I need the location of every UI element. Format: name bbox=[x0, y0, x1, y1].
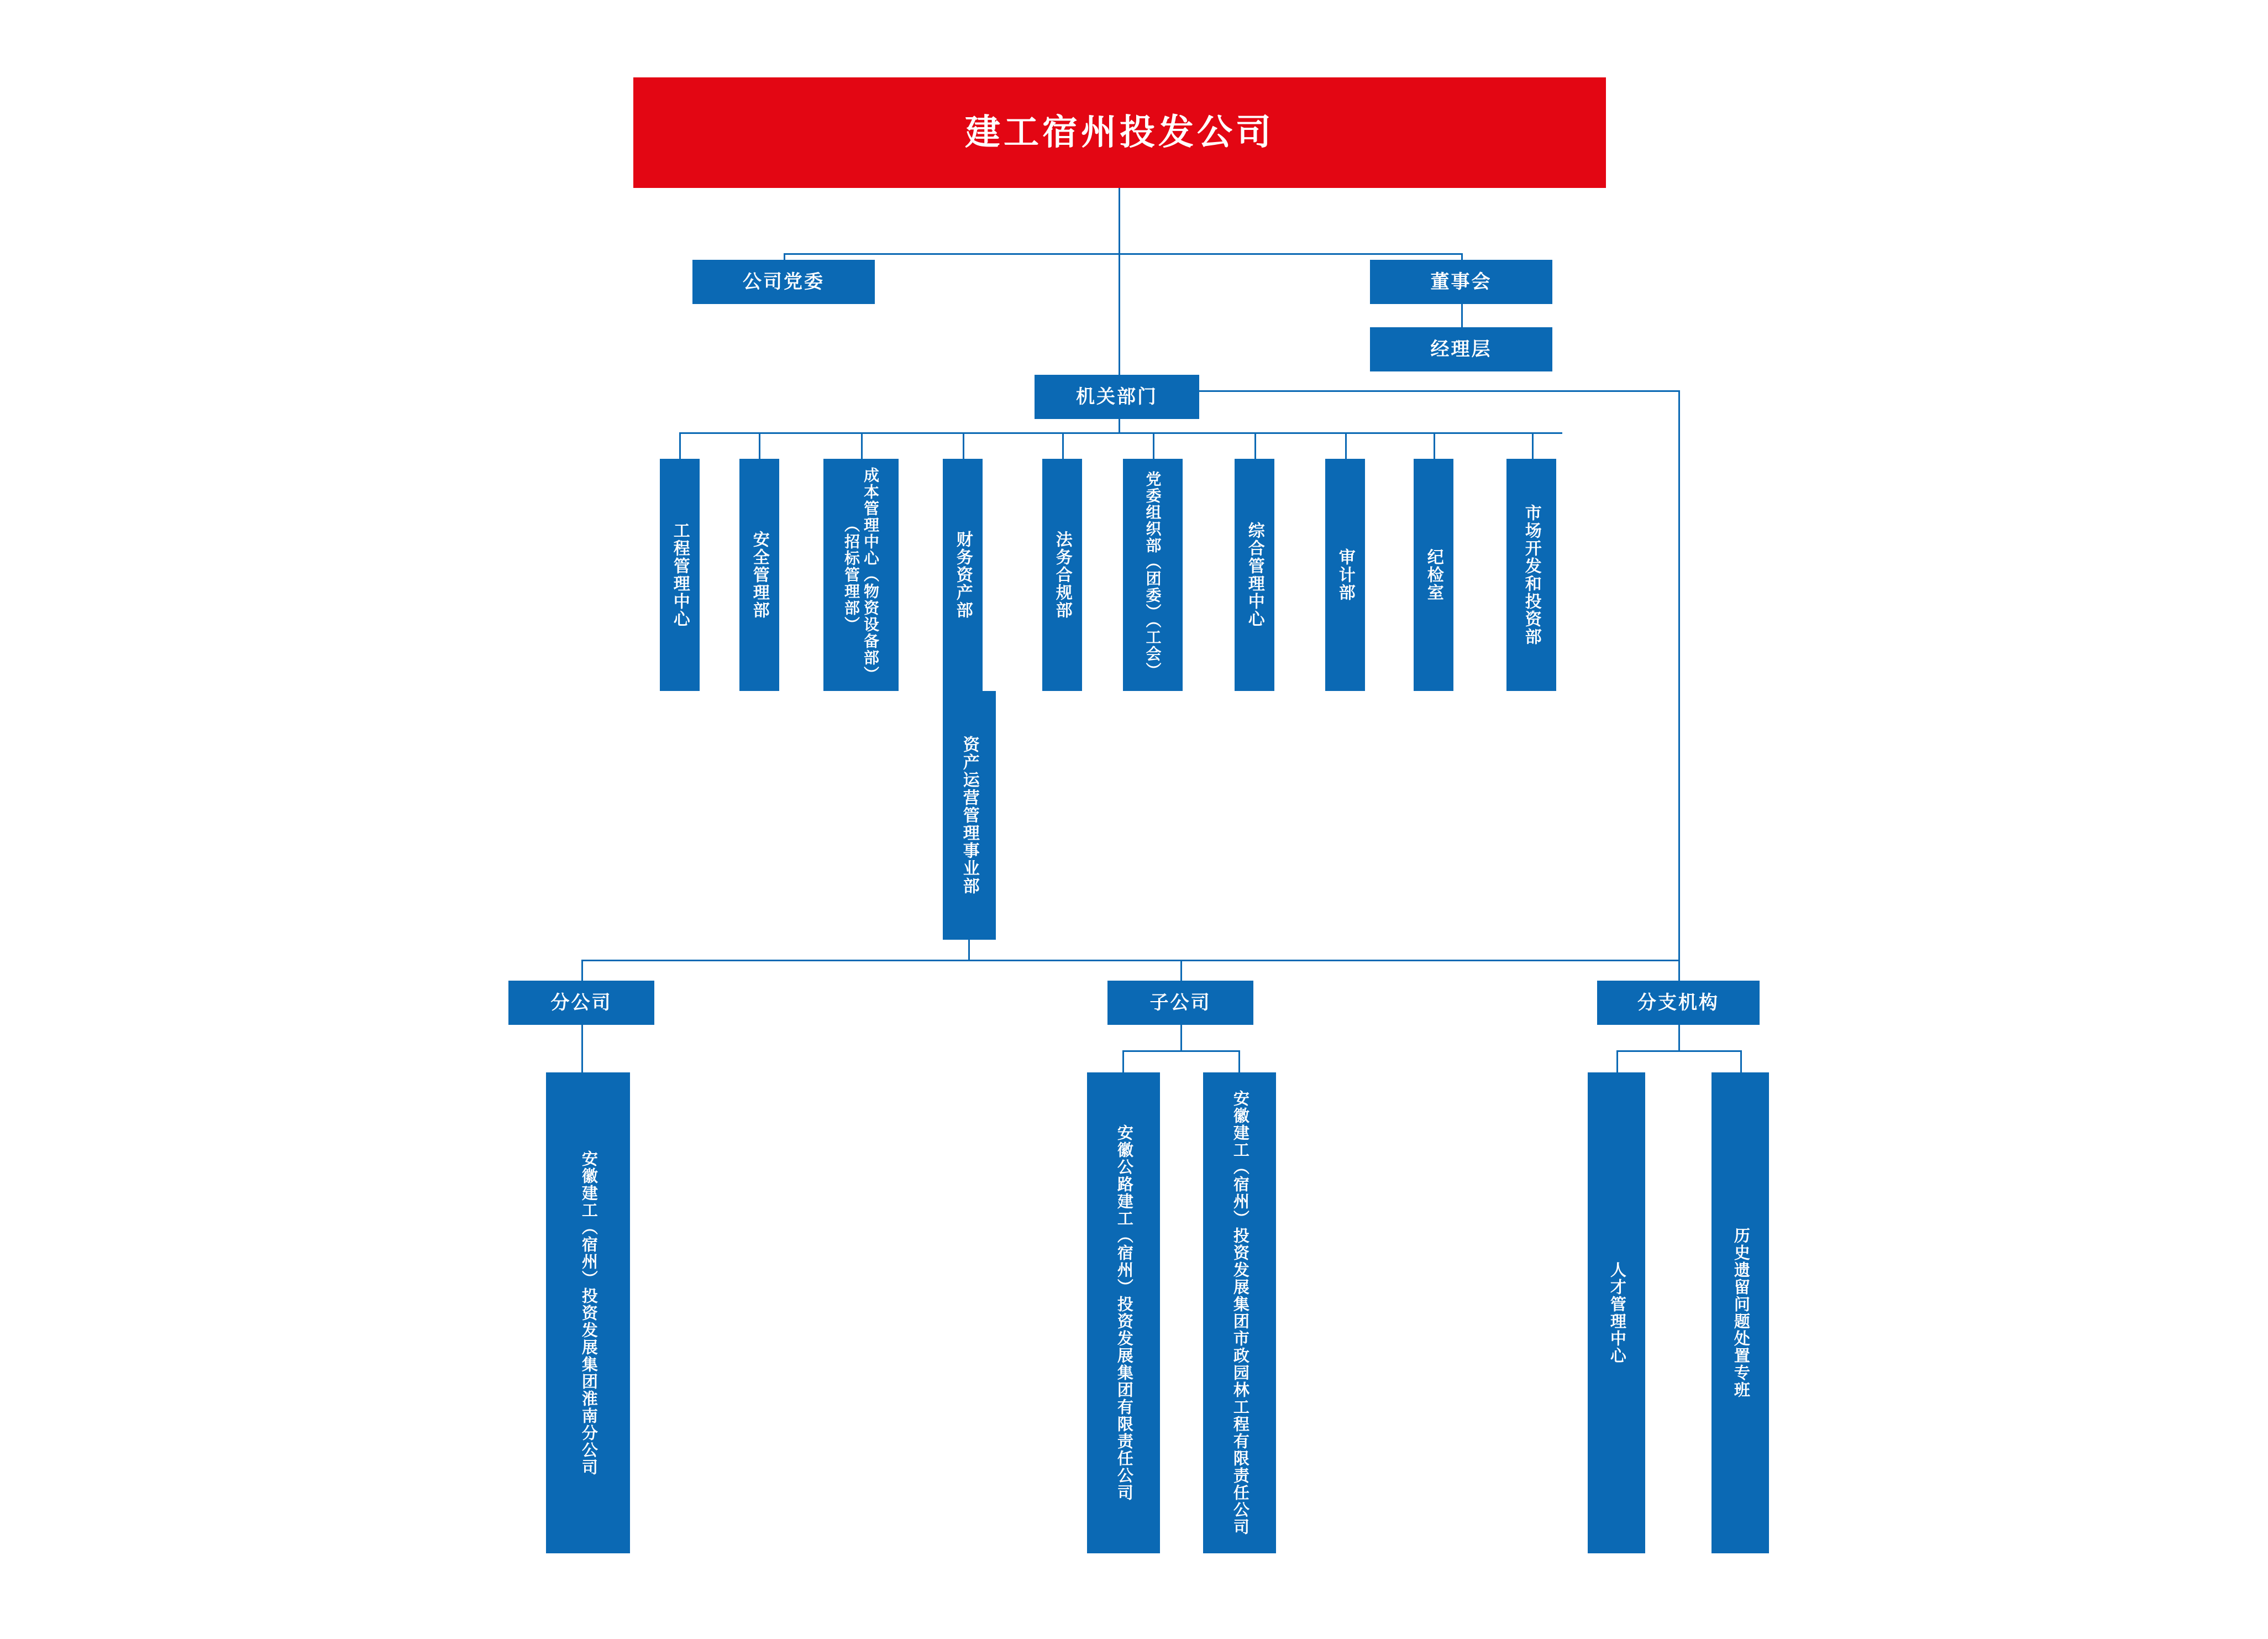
dept-label: 综合管理中心 bbox=[1245, 522, 1264, 628]
dept-asset-operation-division bbox=[943, 691, 996, 940]
connector-board-to-management bbox=[1461, 304, 1463, 327]
dept-audit bbox=[1325, 459, 1365, 691]
connector-group-stem-agency bbox=[1678, 960, 1680, 981]
company-label: 安徽公路建工（宿州）投资发展集团有限责任公司 bbox=[1115, 1124, 1133, 1501]
group-branch-company bbox=[508, 981, 654, 1025]
connector-dept-stem-3 bbox=[861, 432, 863, 459]
node-management-label: 经理层 bbox=[1430, 338, 1492, 360]
dept-label: 工程管理中心 bbox=[670, 522, 689, 628]
dept-cost-management-center bbox=[823, 459, 899, 691]
connector-agency-down bbox=[1678, 1025, 1680, 1050]
company-label: 安徽建工（宿州）投资发展集团市政园林工程有限责任公司 bbox=[1231, 1090, 1249, 1536]
agency-legacy-issues-task-force bbox=[1712, 1072, 1769, 1553]
company-label: 安徽建工（宿州）投资发展集团淮南分公司 bbox=[579, 1150, 597, 1476]
dept-label: 审计部 bbox=[1336, 548, 1355, 601]
connector-subsidiary-bus bbox=[1122, 1050, 1238, 1052]
group-subsidiary-company bbox=[1107, 981, 1253, 1025]
connector-dept-stem-10 bbox=[1532, 432, 1534, 459]
connector-subsidiary-stem-1 bbox=[1122, 1050, 1124, 1072]
node-hq-departments bbox=[1035, 375, 1199, 419]
connector-branch-to-child bbox=[581, 1025, 583, 1072]
connector-subsidiary-down bbox=[1180, 1025, 1182, 1050]
connector-dept-stem-5 bbox=[1062, 432, 1064, 459]
dept-general-management-center bbox=[1235, 459, 1274, 691]
company-anhui-highway-construction bbox=[1087, 1072, 1160, 1553]
dept-engineering-management-center bbox=[660, 459, 700, 691]
connector-right-down bbox=[1678, 390, 1680, 960]
dept-safety-management bbox=[739, 459, 779, 691]
company-label: 人才管理中心 bbox=[1608, 1261, 1626, 1364]
dept-label: 成本管理中心（物资设备部）（招标管理部） bbox=[843, 467, 879, 683]
connector-agency-bus bbox=[1616, 1050, 1740, 1052]
root-node-label: 建工宿州投发公司 bbox=[965, 112, 1274, 153]
group-label: 子公司 bbox=[1149, 992, 1211, 1013]
dept-label: 党委组织部（团委）（工会） bbox=[1144, 471, 1162, 679]
connector-dept-stem-2 bbox=[759, 432, 760, 459]
connector-dept-stem-1 bbox=[679, 432, 681, 459]
connector-dept-stem-4 bbox=[963, 432, 964, 459]
dept-legal-compliance bbox=[1042, 459, 1082, 691]
dept-label: 纪检室 bbox=[1424, 548, 1443, 601]
connector-asset-to-bus bbox=[968, 940, 970, 960]
dept-discipline-inspection bbox=[1414, 459, 1453, 691]
connector-management-to-hq bbox=[1119, 253, 1120, 375]
connector-hq-right bbox=[1199, 390, 1680, 392]
root-node bbox=[633, 77, 1606, 188]
dept-label: 资产运营管理事业部 bbox=[960, 736, 979, 895]
company-municipal-landscape bbox=[1203, 1072, 1276, 1553]
dept-party-organization bbox=[1123, 459, 1183, 691]
connector-hq-down bbox=[1119, 419, 1120, 432]
group-branch-agency bbox=[1597, 981, 1760, 1025]
connector-agency-stem-1 bbox=[1616, 1050, 1618, 1072]
connector-group-stem-subsidiary bbox=[1180, 960, 1182, 981]
agency-talent-management-center bbox=[1588, 1072, 1645, 1553]
connector-dept-stem-7 bbox=[1254, 432, 1256, 459]
node-board bbox=[1370, 260, 1552, 304]
dept-label: 市场开发和投资部 bbox=[1522, 504, 1541, 646]
dept-label: 安全管理部 bbox=[750, 531, 769, 619]
dept-finance-assets bbox=[943, 459, 983, 691]
company-label: 历史遗留问题处置专班 bbox=[1731, 1227, 1750, 1399]
connector-dept-stem-8 bbox=[1345, 432, 1347, 459]
node-hq-departments-label: 机关部门 bbox=[1076, 386, 1158, 407]
connector-department-bus bbox=[679, 432, 1562, 434]
node-management bbox=[1370, 327, 1552, 371]
connector-dept-stem-9 bbox=[1434, 432, 1435, 459]
group-label: 分公司 bbox=[550, 992, 612, 1013]
connector-group-stem-branch bbox=[581, 960, 583, 981]
group-label: 分支机构 bbox=[1637, 992, 1719, 1013]
company-huainan-branch bbox=[546, 1072, 630, 1553]
connector-subsidiary-stem-2 bbox=[1238, 1050, 1240, 1072]
dept-market-development-investment bbox=[1506, 459, 1556, 691]
connector-level2-bus bbox=[784, 253, 1462, 255]
connector-groups-bus bbox=[581, 960, 1680, 961]
connector-agency-stem-2 bbox=[1740, 1050, 1742, 1072]
connector-dept-stem-6 bbox=[1153, 432, 1154, 459]
dept-label: 财务资产部 bbox=[953, 531, 972, 619]
dept-label: 法务合规部 bbox=[1053, 531, 1072, 619]
node-board-label: 董事会 bbox=[1430, 271, 1492, 292]
node-party-committee bbox=[692, 260, 875, 304]
node-party-committee-label: 公司党委 bbox=[743, 271, 825, 292]
